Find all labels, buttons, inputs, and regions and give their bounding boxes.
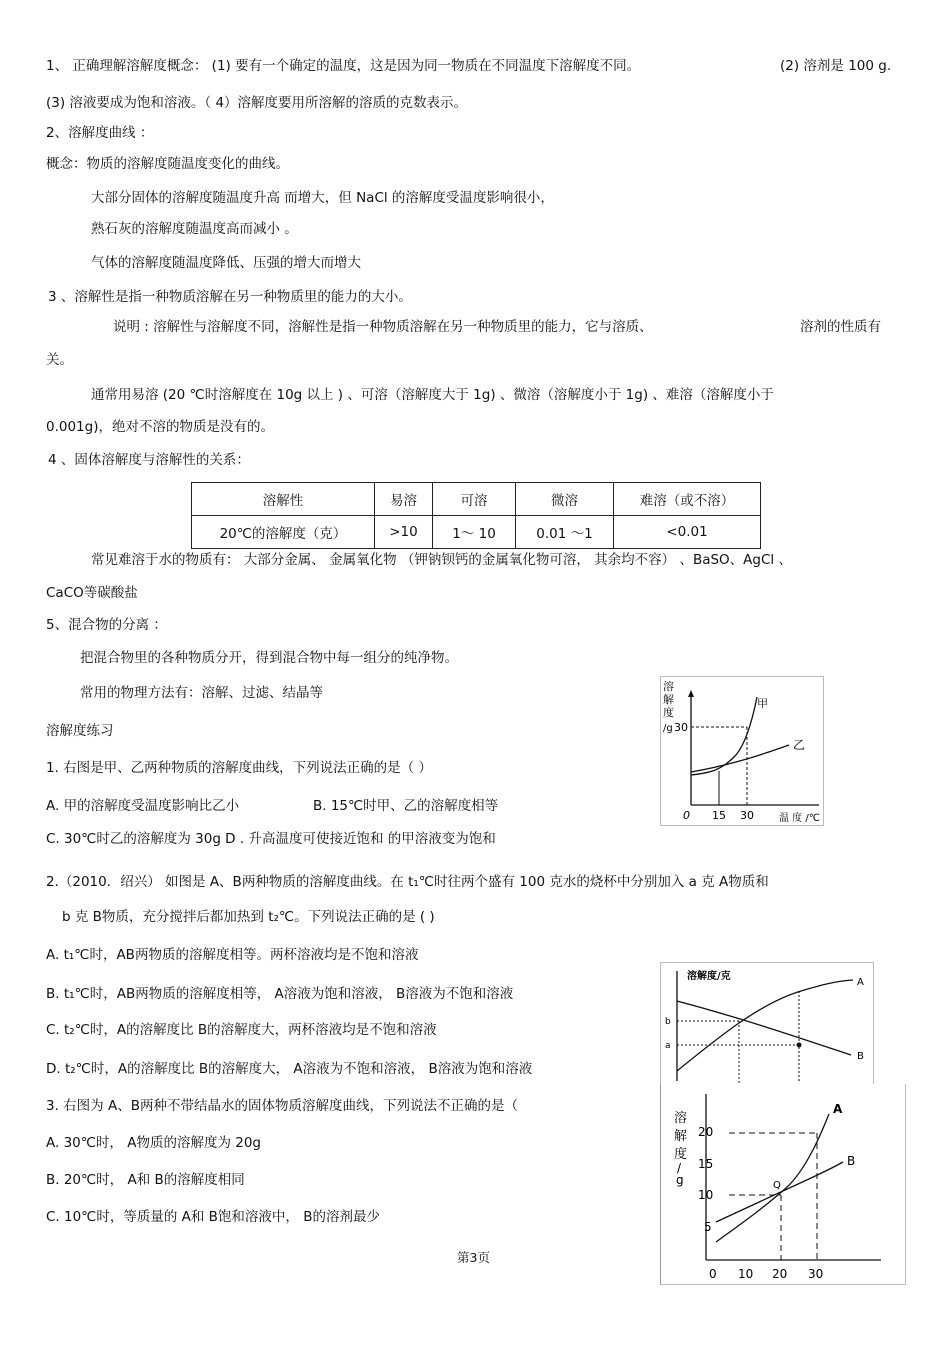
fig3-tick-10: 10	[698, 1188, 714, 1202]
table-header: 微溶	[516, 483, 614, 516]
fig3-tick-5: 5	[704, 1220, 712, 1234]
section-4-heading: 4 、固体溶解度与溶解性的关系：	[48, 452, 250, 468]
fig3-tick-x20: 20	[772, 1267, 788, 1281]
figure-3	[660, 1084, 906, 1285]
q3-option-a: A. 30℃时， A物质的溶解度为 20g	[46, 1135, 261, 1151]
table-header: 可溶	[433, 483, 516, 516]
table-header-row	[192, 483, 761, 516]
figure-3-svg	[661, 1084, 905, 1284]
insoluble-substances: 常见难溶于水的物质有： 大部分金属、 金属氧化物 （钾钠钡钙的金属氧化物可溶， 其余均不容） 、BaSO、AgCl 、	[91, 552, 792, 568]
question-1: 1. 右图是甲、乙两种物质的溶解度曲线，下列说法正确的是（ ）	[46, 760, 432, 776]
fig2-tick-b: b	[665, 1017, 671, 1027]
solubility-note-end: 溶剂的性质有	[800, 319, 881, 335]
fig3-tick-x0: 0	[709, 1267, 717, 1281]
fig1-ylabel: 溶	[663, 680, 674, 693]
table-cell: 20℃的溶解度（克）	[192, 516, 375, 549]
fig3-ylabel: 解	[674, 1129, 688, 1144]
q3-option-c: C. 10℃时，等质量的 A和 B饱和溶液中， B的溶剂最少	[46, 1209, 380, 1225]
section-3-heading: 3 、溶解性是指一种物质溶解在另一种物质里的能力的大小。	[48, 289, 412, 305]
curve-note-3: 气体的溶解度随温度降低、压强的增大而增大	[91, 255, 361, 271]
fig3-ylabel: /	[677, 1161, 682, 1175]
fig3-label-a: A	[833, 1102, 843, 1116]
fig2-ylabel: 溶解度/克	[687, 971, 731, 982]
fig1-ylabel: /g	[663, 723, 673, 734]
fig1-ylabel: 解	[663, 693, 674, 706]
fig3-ylabel: 度	[674, 1147, 688, 1162]
fig2-label-b: B	[857, 1051, 864, 1062]
fig1-tick-30: 30	[674, 721, 688, 734]
fig1-y-arrow	[688, 690, 694, 697]
solubility-grades: 通常用易溶 (20 ℃时溶解度在 10g 以上 ) 、可溶（溶解度大于 1g) 、微溶（溶解度小于 1g) 、难溶（溶解度小于	[91, 387, 774, 403]
q2-option-c: C. t₂℃时，A的溶解度比 B的溶解度大，两杯溶液均是不饱和溶液	[46, 1022, 437, 1038]
fig1-tick-30x: 30	[740, 809, 754, 822]
solubility-note-tail: 关。	[46, 352, 73, 368]
q2-option-b: B. t₁℃时，AB两物质的溶解度相等， A溶液为饱和溶液， B溶液为不饱和溶液	[46, 986, 514, 1002]
table-header: 难溶（或不溶）	[614, 483, 761, 516]
page-number: 第3页	[457, 1250, 490, 1265]
fig3-label-b: B	[847, 1154, 856, 1168]
fig1-label-jia: 甲	[757, 697, 768, 710]
fig3-tick-x10: 10	[738, 1267, 754, 1281]
concept-line-1: 1、 正确理解溶解度概念： (1) 要有一个确定的温度，这是因为同一物质在不同温度下溶解度不同。	[46, 58, 641, 74]
separation-note: 把混合物里的各种物质分开，得到混合物中每一组分的纯净物。	[80, 650, 458, 666]
question-2-cont: b 克 B物质，充分搅拌后都加热到 t₂℃。下列说法正确的是 ( )	[62, 909, 435, 925]
q3-option-b: B. 20℃时， A和 B的溶解度相同	[46, 1172, 245, 1188]
question-2: 2.（2010．绍兴） 如图是 A、B两种物质的溶解度曲线。在 t₁℃时往两个盛有 100 克水的烧杯中分别加入 a 克 A物质和	[46, 874, 769, 890]
figure-2-svg	[661, 963, 873, 1085]
curve-note-1: 大部分固体的溶解度随温度升高 而增大，但 NaCl 的溶解度受温度影响很小，	[91, 190, 554, 206]
fig1-ylabel: 度	[663, 706, 674, 719]
fig1-tick-15: 15	[712, 809, 726, 822]
fig3-tick-x30: 30	[808, 1267, 824, 1281]
q1-option-a: A. 甲的溶解度受温度影响比乙小	[46, 798, 240, 814]
figure-1-svg	[661, 677, 823, 825]
curve-note-2: 熟石灰的溶解度随温度高而减小 。	[91, 221, 298, 237]
fig2-curve-b	[677, 1001, 851, 1055]
section-5-heading: 5、混合物的分离 ：	[46, 617, 167, 633]
table-cell: 1～ 10	[433, 516, 516, 549]
curve-concept: 概念：物质的溶解度随温度变化的曲线。	[46, 156, 289, 172]
solubility-note: 说明 : 溶解性与溶解度不同，溶解性是指一种物质溶解在另一种物质里的能力，它与溶质、	[113, 319, 653, 335]
fig2-curve-a	[677, 980, 853, 1071]
question-3: 3. 右图为 A、B两种不带结晶水的固体物质溶解度曲线，下列说法不正确的是（	[46, 1098, 518, 1114]
q1-option-cd: C. 30℃时乙的溶解度为 30g D . 升高温度可使接近饱和 的甲溶液变为饱和	[46, 831, 496, 847]
table-header: 易溶	[375, 483, 433, 516]
table-row	[192, 516, 761, 549]
q1-option-b: B. 15℃时甲、乙的溶解度相等	[313, 798, 499, 814]
concept-line-2: (3) 溶液要成为饱和溶液。（ 4）溶解度要用所溶解的溶质的克数表示。	[46, 95, 468, 111]
table-cell: >10	[375, 516, 433, 549]
fig1-xlabel: 温 度 /℃	[779, 813, 820, 824]
solubility-grades-tail: 0.001g)，绝对不溶的物质是没有的。	[46, 419, 274, 435]
q2-option-d: D. t₂℃时，A的溶解度比 B的溶解度大， A溶液为不饱和溶液， B溶液为饱和溶液	[46, 1061, 533, 1077]
table-cell: <0.01	[614, 516, 761, 549]
fig3-tick-15: 15	[698, 1157, 714, 1171]
figure-1	[660, 676, 824, 826]
table-header: 溶解性	[192, 483, 375, 516]
fig1-origin: 0	[683, 809, 690, 822]
q2-option-a: A. t₁℃时，AB两物质的溶解度相等。两杯溶液均是不饱和溶液	[46, 947, 419, 963]
figure-2	[660, 962, 874, 1086]
separation-methods: 常用的物理方法有：溶解、过滤、结晶等	[80, 685, 323, 701]
fig3-curve-b	[716, 1162, 843, 1222]
section-2-heading: 2、溶解度曲线 ：	[46, 125, 154, 141]
fig2-tick-a: a	[665, 1041, 671, 1051]
fig3-tick-20: 20	[698, 1125, 714, 1139]
solubility-table	[191, 482, 761, 549]
fig1-label-yi: 乙	[793, 738, 806, 752]
fig3-label-q: Q	[773, 1180, 781, 1191]
concept-line-1-end: (2) 溶剂是 100 g.	[780, 58, 892, 74]
fig3-ylabel: 溶	[674, 1111, 688, 1126]
fig2-point	[797, 1043, 802, 1048]
exercise-heading: 溶解度练习	[46, 723, 114, 739]
fig3-ylabel: g	[676, 1173, 684, 1187]
fig2-label-a: A	[857, 977, 864, 988]
insoluble-substances-tail: CaCO等碳酸盐	[46, 585, 138, 601]
table-cell: 0.01 ～1	[516, 516, 614, 549]
